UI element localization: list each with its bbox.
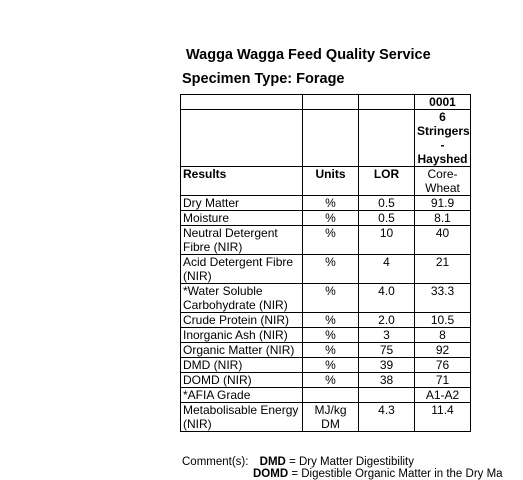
result-lor: 75 [359,343,415,358]
comment-abbr: DOMD [253,468,289,480]
result-lor: 4.3 [359,403,415,432]
result-value: 71 [415,373,471,388]
table-row [181,373,471,388]
result-name: Organic Matter (NIR) [181,343,303,358]
comment-desc: = Digestible Organic Matter in the Dry Ma [291,468,503,480]
result-value: 33.3 [415,284,471,313]
result-units: % [303,255,359,284]
table-row [181,255,471,284]
comments-label: Comment(s): [182,456,249,468]
column-header-results: Results [181,167,303,196]
result-lor: 3 [359,328,415,343]
result-units: % [303,373,359,388]
table-row [181,226,471,255]
table-row [181,284,471,313]
result-name: Acid Detergent Fibre (NIR) [181,255,303,284]
result-name: Inorganic Ash (NIR) [181,328,303,343]
result-value: 92 [415,343,471,358]
sample-label: 6 Stringers - Hayshed [415,110,471,167]
result-value: 10.5 [415,313,471,328]
result-lor: 0.5 [359,211,415,226]
result-name: DMD (NIR) [181,358,303,373]
table-row [181,403,471,432]
table-header-id-row [181,95,471,110]
comment-line-2 [253,468,503,480]
result-value: A1-A2 [415,388,471,403]
result-value: 91.9 [415,196,471,211]
result-value: 21 [415,255,471,284]
result-value: 11.4 [415,403,471,432]
result-units: % [303,284,359,313]
sample-id: 0001 [415,95,471,110]
comment-desc: = Dry Matter Digestibility [289,456,414,468]
result-lor: 2.0 [359,313,415,328]
result-name: DOMD (NIR) [181,373,303,388]
result-lor: 10 [359,226,415,255]
result-units [303,388,359,403]
table-row [181,388,471,403]
result-value: 76 [415,358,471,373]
table-row [181,196,471,211]
results-table [180,94,471,432]
specimen-type: Specimen Type: Forage [182,71,345,87]
result-lor: 4.0 [359,284,415,313]
result-units: % [303,328,359,343]
result-lor: 4 [359,255,415,284]
table-row [181,328,471,343]
result-value: 8 [415,328,471,343]
result-lor: 0.5 [359,196,415,211]
result-units: % [303,211,359,226]
result-name: Moisture [181,211,303,226]
result-units: % [303,343,359,358]
table-row [181,313,471,328]
column-header-row [181,167,471,196]
comment-abbr: DMD [259,456,286,468]
result-units: % [303,226,359,255]
result-units: MJ/kg DM [303,403,359,432]
table-row [181,358,471,373]
result-name: *Water Soluble Carbohydrate (NIR) [181,284,303,313]
result-name: *AFIA Grade [181,388,303,403]
table-row [181,343,471,358]
result-lor: 39 [359,358,415,373]
column-header-sample: Core- Wheat [415,167,471,196]
result-units: % [303,313,359,328]
result-name: Neutral Detergent Fibre (NIR) [181,226,303,255]
comments-section [182,456,503,480]
result-name: Metabolisable Energy (NIR) [181,403,303,432]
column-header-lor: LOR [359,167,415,196]
column-header-units: Units [303,167,359,196]
report-title: Wagga Wagga Feed Quality Service [186,47,431,63]
result-lor [359,388,415,403]
table-row [181,211,471,226]
table-header-label-row [181,110,471,167]
result-lor: 38 [359,373,415,388]
result-units: % [303,358,359,373]
result-value: 40 [415,226,471,255]
result-name: Crude Protein (NIR) [181,313,303,328]
result-name: Dry Matter [181,196,303,211]
result-units: % [303,196,359,211]
result-value: 8.1 [415,211,471,226]
